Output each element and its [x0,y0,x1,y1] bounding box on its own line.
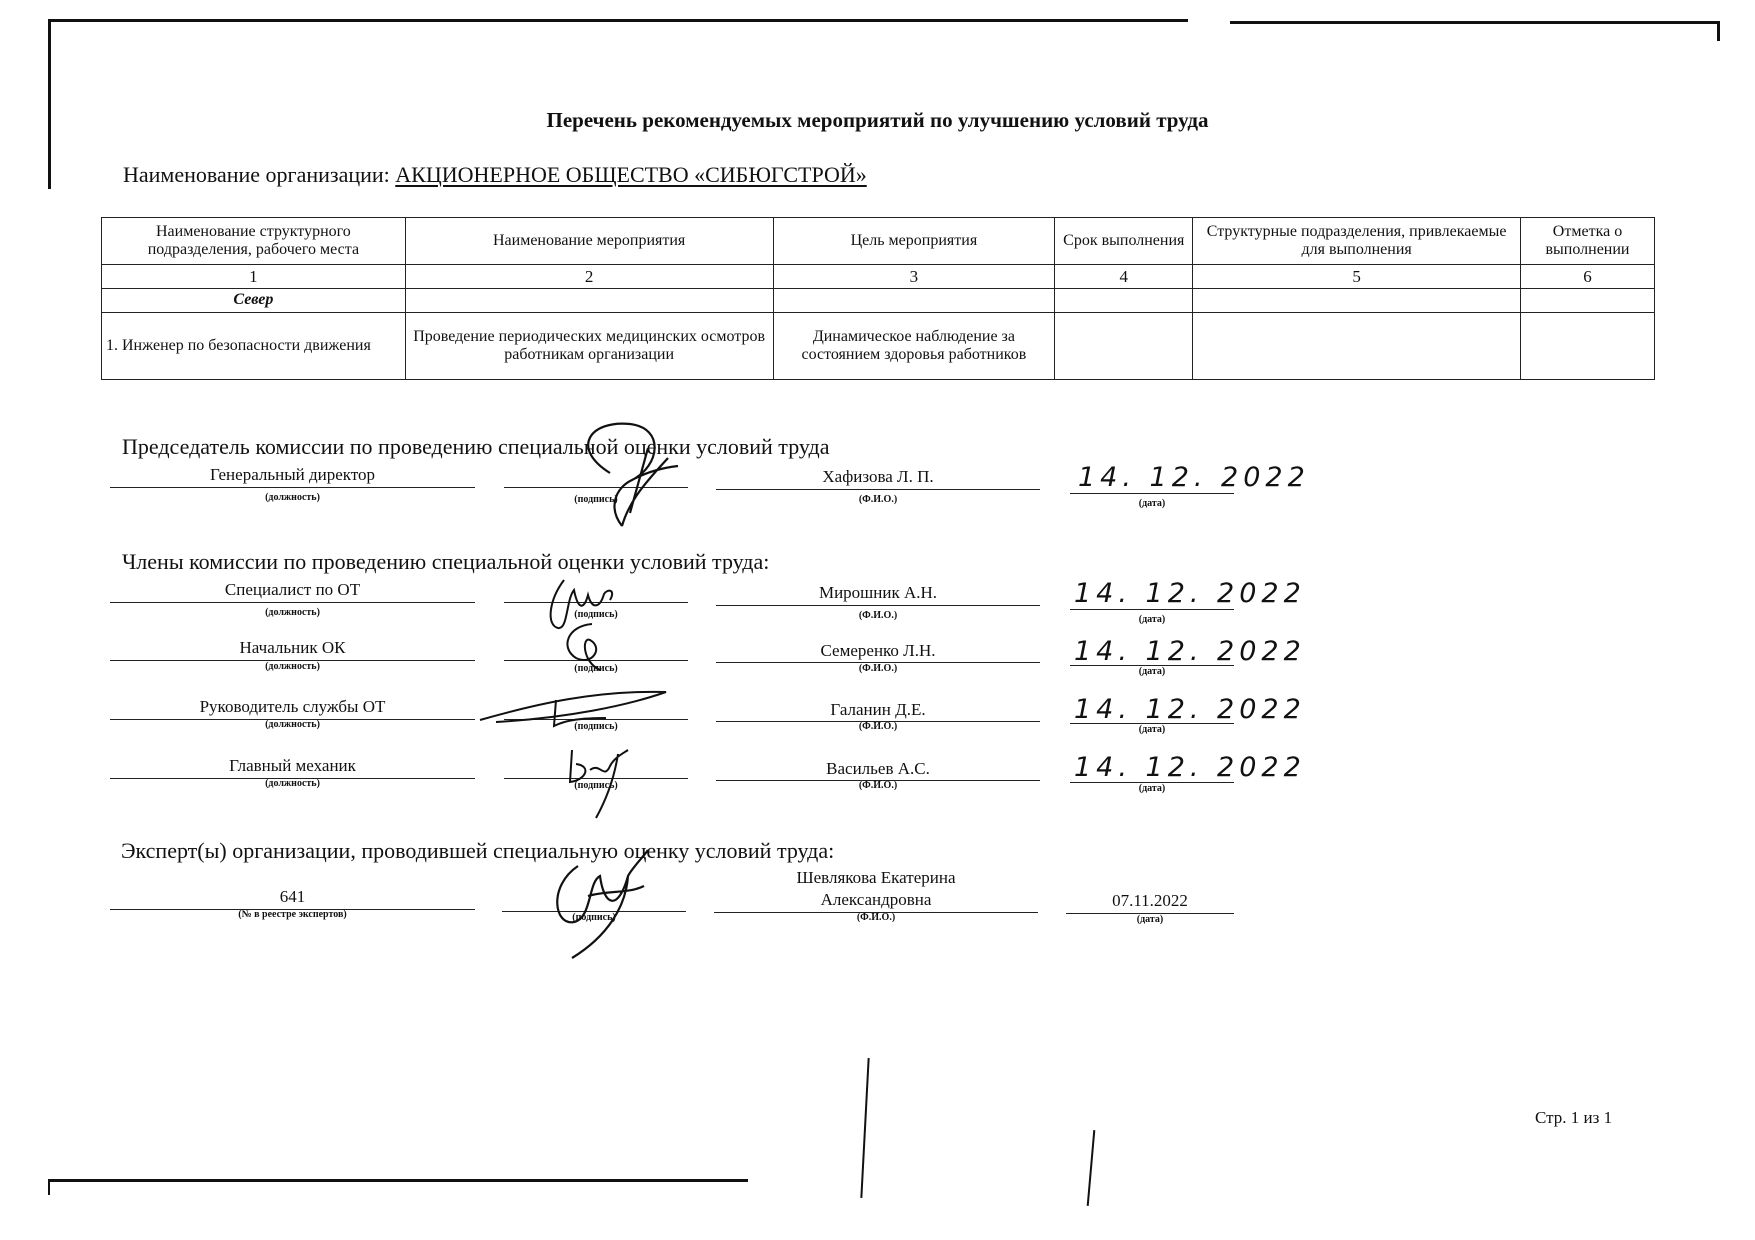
position-line [110,602,475,603]
column-header: Отметка о выполнении [1521,218,1655,265]
measure-cell: Проведение периодических медицинских осмотров работникам организации [405,313,773,380]
table-cell [1193,289,1521,313]
signature-caption: (подпись) [574,663,618,674]
section-row [102,289,1655,313]
column-number: 1 [102,265,406,289]
expert-date: 07.11.2022 [1112,891,1188,910]
column-number: 5 [1193,265,1521,289]
scan-edge-top-right [1230,21,1720,24]
workplace-cell: 1. Инженер по безопасности движения [102,313,406,380]
expert-heading: Эксперт(ы) организации, проводившей специальную оценку условий труда: [121,838,835,863]
scan-edge-left [48,19,51,189]
document-title: Перечень рекомендуемых мероприятий по улучшению условий труда [546,108,1209,132]
date-caption: (дата) [1138,498,1166,509]
date-caption: (дата) [1136,914,1164,925]
column-number-row [102,265,1655,289]
expert-registry-number: 641 [279,887,306,906]
column-header: Наименование структурного подразделения, рабочего места [102,218,406,265]
scan-edge-bottom-tick [48,1179,50,1195]
signature-caption: (подпись) [572,912,616,923]
column-number: 2 [405,265,773,289]
date-line [1070,493,1234,494]
table-row [102,313,1655,380]
member-signature [552,618,622,674]
scan-edge-top [48,19,1188,22]
name-caption: (Ф.И.О.) [858,663,898,674]
member-position: Руководитель службы ОТ [199,697,386,716]
member-name: Галанин Д.Е. [830,700,926,719]
column-header: Срок выполнения [1055,218,1193,265]
member-signature [476,684,676,734]
organization-line [123,162,867,188]
name-caption: (Ф.И.О.) [858,780,898,791]
column-header: Структурные подразделения, привлекаемые для выполнения [1193,218,1521,265]
date-caption: (дата) [1138,783,1166,794]
position-caption: (должность) [265,661,320,672]
member-date: 14. 12. 2022 [1074,578,1306,609]
signature-caption: (подпись) [574,780,618,791]
member-name: Мирошник А.Н. [818,583,938,602]
members-heading: Члены комиссии по проведению специальной оценки условий труда: [122,549,770,574]
organization-label: Наименование организации: [123,162,390,187]
units-cell [1193,313,1521,380]
registry-caption: (№ в реестре экспертов) [238,909,347,920]
column-number: 3 [773,265,1055,289]
section-label: Север [102,289,406,313]
member-name: Семеренко Л.Н. [820,641,936,660]
position-caption: (должность) [265,778,320,789]
table-header-row [102,218,1655,265]
table-cell [1055,289,1193,313]
chairman-name: Хафизова Л. П. [822,467,934,486]
scan-mark [860,1058,869,1198]
chairman-signature [560,418,700,530]
member-position: Главный механик [229,756,356,775]
name-line [716,605,1040,606]
signature-caption: (подпись) [574,494,618,505]
page-number: Стр. 1 из 1 [1535,1108,1613,1127]
position-line [110,487,475,488]
member-date: 14. 12. 2022 [1074,752,1306,783]
date-caption: (дата) [1138,614,1166,625]
expert-name: Шевлякова Екатерина Александровна [796,868,956,910]
name-caption: (Ф.И.О.) [858,721,898,732]
member-position: Специалист по ОТ [224,580,361,599]
scan-mark [1087,1130,1096,1206]
scan-edge-bottom [48,1179,748,1182]
name-caption: (Ф.И.О.) [858,610,898,621]
name-line [716,489,1040,490]
signature-caption: (подпись) [574,609,618,620]
column-header: Наименование мероприятия [405,218,773,265]
mark-cell [1521,313,1655,380]
chairman-position: Генеральный директор [209,465,376,484]
table-cell [1521,289,1655,313]
table-cell [405,289,773,313]
chairman-date: 14. 12. 2022 [1078,462,1310,493]
member-date: 14. 12. 2022 [1074,636,1306,667]
organization-name: АКЦИОНЕРНОЕ ОБЩЕСТВО «СИБЮГСТРОЙ» [395,162,867,187]
goal-cell: Динамическое наблюдение за состоянием здоровья работников [773,313,1055,380]
date-line [1070,609,1234,610]
member-name: Васильев А.С. [826,759,930,778]
date-caption: (дата) [1138,724,1166,735]
scan-edge-right [1717,21,1720,41]
table-cell [773,289,1055,313]
chairman-heading: Председатель комиссии по проведению специальной оценки условий труда [122,434,830,459]
member-signature [566,740,646,822]
column-header: Цель мероприятия [773,218,1055,265]
measures-table [101,217,1655,380]
name-caption: (Ф.И.О.) [856,912,896,923]
position-caption: (должность) [265,719,320,730]
column-number: 6 [1521,265,1655,289]
column-number: 4 [1055,265,1193,289]
name-caption: (Ф.И.О.) [858,494,898,505]
member-position: Начальник ОК [239,638,346,657]
term-cell [1055,313,1193,380]
position-caption: (должность) [265,492,320,503]
member-date: 14. 12. 2022 [1074,694,1306,725]
signature-caption: (подпись) [574,721,618,732]
expert-signature [548,846,658,964]
position-caption: (должность) [265,607,320,618]
date-caption: (дата) [1138,666,1166,677]
